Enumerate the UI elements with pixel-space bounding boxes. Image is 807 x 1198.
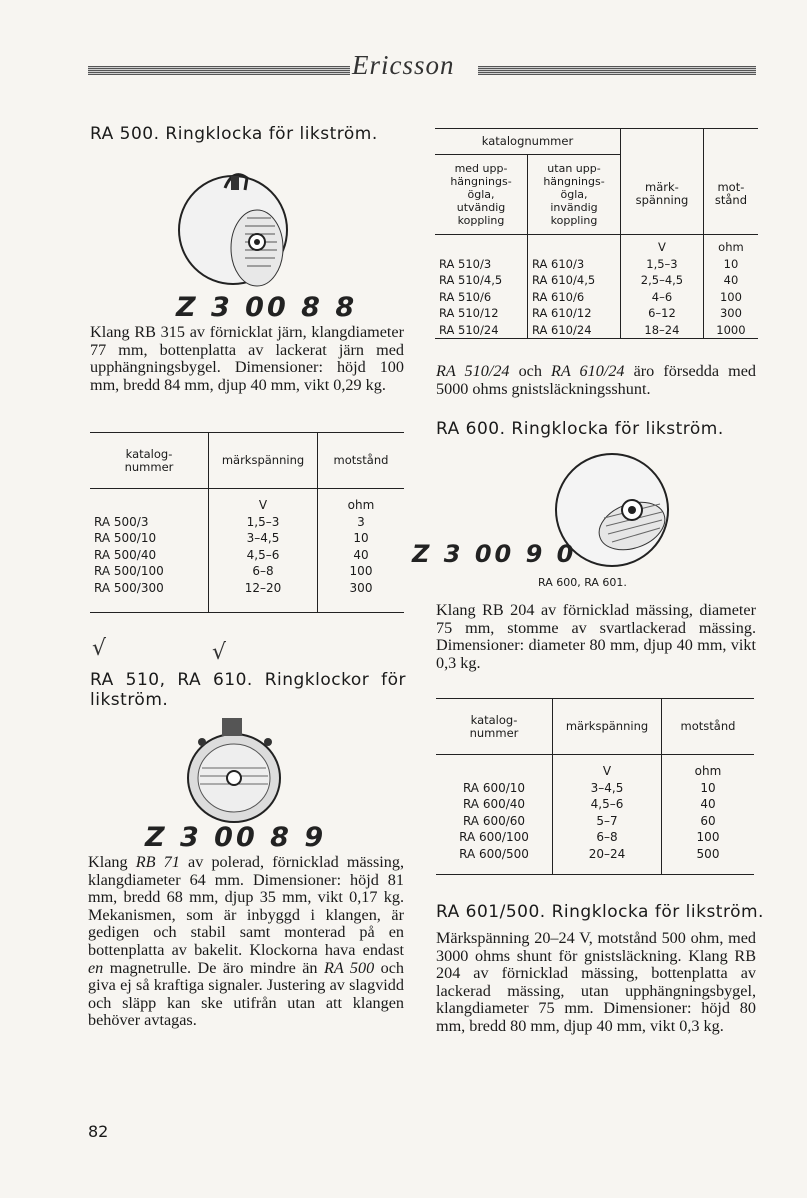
table-header-catalog: katalog- nummer xyxy=(124,446,174,474)
checkmark-icon: √ xyxy=(212,640,227,665)
table-header-resistance: mot- stånd xyxy=(703,155,758,235)
table-header-with-loop: med upp- hängnings- ögla, utvändig koppling xyxy=(450,162,512,227)
heading-ra600: RA 600. Ringklocka för likström. xyxy=(436,419,724,439)
checkmark-icon: √ xyxy=(92,636,107,661)
description-ra600: Klang RB 204 av förnicklad mässing, diameter 75 mm, stomme av svartlackerad mässing. Dimensioner: diameter 80 mm, djup 40 mm, vikt 0,3 kg. xyxy=(436,601,756,672)
page-number: 82 xyxy=(88,1122,109,1141)
heading-ra601: RA 601/500. Ringklocka för likström. xyxy=(436,902,764,922)
table-row: RA 600/10 3–4,5 10 xyxy=(436,780,754,797)
table-header-catalog: katalog- nummer xyxy=(469,712,519,740)
table-ra510-ra610: katalognummer med upp- hängnings- ögla, utvändig koppling utan upp- hängnings- ögla, invändig koppling märk- spänning mot- stånd V ohm RA 510/3 RA 610/3 1,5–3 10 RA 510/4,5 RA 610/4,5 2,5–4,5 40 RA 510/6 RA 610/6 4–6 100 RA 510/12 RA 610/12 6–12 300 RA 510/24 RA 610/24 18–24 1000 xyxy=(435,128,758,339)
table-row: RA 500/40 4,5–6 40 xyxy=(90,547,404,564)
table-row: RA 500/300 12–20 300 xyxy=(90,580,404,613)
table-row: RA 500/10 3–4,5 10 xyxy=(90,530,404,547)
table-row: RA 600/40 4,5–6 40 xyxy=(436,796,754,813)
bell-image-ra500 xyxy=(175,160,305,295)
table-header-voltage: märk- spänning xyxy=(621,155,704,235)
heading-ra500: RA 500. Ringklocka för likström. xyxy=(90,124,378,144)
table-header-without-loop: utan upp- hängnings- ögla, invändig koppling xyxy=(528,155,621,235)
description-ra500: Klang RB 315 av förnicklat järn, klangdiameter 77 mm, bottenplatta av lackerat järn med upphängningsbygel. Dimensioner: höjd 100 mm, bredd 84 mm, djup 40 mm, vikt 0,29 kg. xyxy=(90,323,404,394)
brand-logo: Ericsson xyxy=(352,50,455,80)
table2-note: RA 510/24 och RA 610/24 äro försedda med 5000 ohms gnistsläckningsshunt. xyxy=(436,362,756,398)
table-ra500 xyxy=(90,432,404,613)
table-row: RA 600/500 20–24 500 xyxy=(436,846,754,875)
handwritten-code-ra500: Z 3 00 8 8 xyxy=(176,292,358,323)
heading-ra510: RA 510, RA 610. Ringklockor för likström. xyxy=(90,670,406,710)
table-row: RA 500/3 1,5–3 3 xyxy=(90,514,404,531)
handwritten-code-ra510: Z 3 00 8 9 xyxy=(145,822,327,853)
table-header-voltage: märkspänning xyxy=(209,433,318,489)
table-header-resistance: motstånd xyxy=(662,699,755,755)
handwritten-code-ra600: Z 3 00 9 0 xyxy=(412,540,577,568)
table-header-resistance: motstånd xyxy=(318,433,405,489)
header-rule-right xyxy=(478,66,756,75)
table-row: RA 510/6 RA 610/6 4–6 100 xyxy=(435,289,758,306)
table-ra600: katalog- nummer märkspänning motstånd V ohm RA 600/10 3–4,5 10 RA 600/40 4,5–6 40 RA 600/60 5–7 60 RA 600/100 6–8 100 RA 600/500 20–24 500 xyxy=(436,698,754,875)
description-ra601: Märkspänning 20–24 V, motstånd 500 ohm, med 3000 ohms shunt för gnistsläckning. Klang RB 204 av förnicklad mässing, bottenplatta av lackerad mässing, utan upphängningsbygel, klangdiameter 75 mm. Dimensioner: höjd 80 mm, bredd 80 mm, djup 40 mm, vikt 0,3 kg. xyxy=(436,929,756,1035)
table-row: RA 500/100 6–8 100 xyxy=(90,563,404,580)
table-group-header: katalognummer xyxy=(435,129,621,155)
header-rule-left xyxy=(88,66,350,75)
unit-voltage: V xyxy=(209,489,318,514)
table-row: RA 510/12 RA 610/12 6–12 300 xyxy=(435,305,758,322)
table-row: RA 600/60 5–7 60 xyxy=(436,813,754,830)
table-row: RA 600/100 6–8 100 xyxy=(436,829,754,846)
unit-resistance: ohm xyxy=(318,489,405,514)
description-ra510: Klang RB 71 av polerad, förnicklad mässing, klangdiameter 64 mm. Dimensioner: höjd 81 mm, bredd 68 mm, djup 35 mm, vikt 0,17 kg. Mekanismen, som är inbyggd i klangen, är gedigen och stabil samt monterad på en bottenplatta av bakelit. Klockorna hava endast en magnetrulle. De äro mindre än RA 500 och giva ej så kraftiga signaler. Justering av slagvidd och släpp kan ske utifrån utan att klangen behöver avtagas. xyxy=(88,853,405,1030)
table-row: RA 510/4,5 RA 610/4,5 2,5–4,5 40 xyxy=(435,272,758,289)
table-row: RA 510/24 RA 610/24 18–24 1000 xyxy=(435,322,758,339)
table-row: RA 510/3 RA 610/3 1,5–3 10 xyxy=(435,256,758,273)
bell-image-ra510 xyxy=(182,714,284,826)
image-caption-ra600: RA 600, RA 601. xyxy=(538,576,627,589)
table-header-voltage: märkspänning xyxy=(553,699,662,755)
